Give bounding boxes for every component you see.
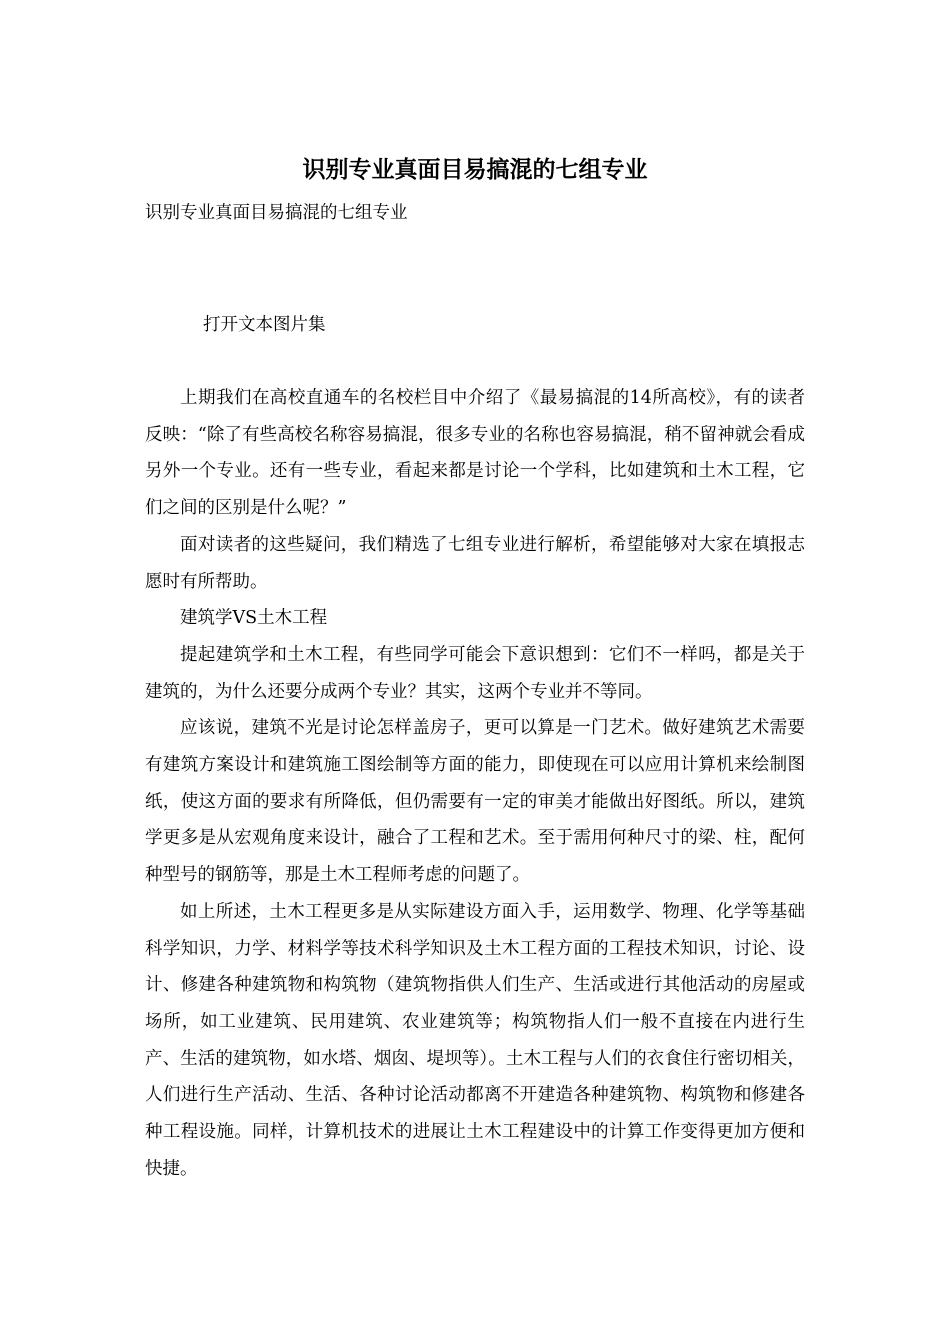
article-body xyxy=(145,380,805,1187)
paragraph: 提起建筑学和土木工程，有些同学可能会下意识想到：它们不一样吗，都是关于建筑的，为什么还要分成两个专业？其实，这两个专业并不等同。 xyxy=(145,644,805,702)
paragraph: 面对读者的这些疑问，我们精选了七组专业进行解析，希望能够对大家在填报志愿时有所帮助。 xyxy=(145,534,805,592)
paragraph: 上期我们在高校直通车的名校栏目中介绍了《最易搞混的14所高校》，有的读者反映：“除了有些高校名称容易搞混，很多专业的名称也容易搞混，稍不留神就会看成另外一个专业。还有一些专业，看起来都是讨论一个学科，比如建筑和土木工程，它们之间的区别是什么呢？” xyxy=(145,388,805,519)
section-heading: 建筑学VS土木工程 xyxy=(180,608,328,629)
document-title: 识别专业真面目易搞混的七组专业 xyxy=(302,156,648,183)
image-gallery-link[interactable]: 打开文本图片集 xyxy=(203,315,326,335)
paragraph: 如上所述，土木工程更多是从实际建设方面入手，运用数学、物理、化学等基础科学知识，力学、材料学等技术科学知识及土木工程方面的工程技术知识，讨论、设计、修建各种建筑物和构筑物（建筑物指供人们生产、生活或进行其他活动的房屋或场所，如工业建筑、民用建筑、农业建筑等；构筑物指人们一般不直接在内进行生产、生活的建筑物，如水塔、烟囱、堤坝等）。土木工程与人们的衣食住行密切相关，人们进行生产活动、生活、各种讨论活动都离不开建造各种建筑物、构筑物和修建各种工程设施。同样，计算机技术的进展让土木工程建设中的计算工作变得更加方便和快捷。 xyxy=(145,901,805,1179)
document-subtitle: 识别专业真面目易搞混的七组专业 xyxy=(145,203,408,223)
paragraph: 应该说，建筑不光是讨论怎样盖房子，更可以算是一门艺术。做好建筑艺术需要有建筑方案设计和建筑施工图绘制等方面的能力，即使现在可以应用计算机来绘制图纸，使这方面的要求有所降低，但仍需要有一定的审美才能做出好图纸。所以，建筑学更多是从宏观角度来设计，融合了工程和艺术。至于需用何种尺寸的梁、柱，配何种型号的钢筋等，那是土木工程师考虑的问题了。 xyxy=(145,718,805,886)
